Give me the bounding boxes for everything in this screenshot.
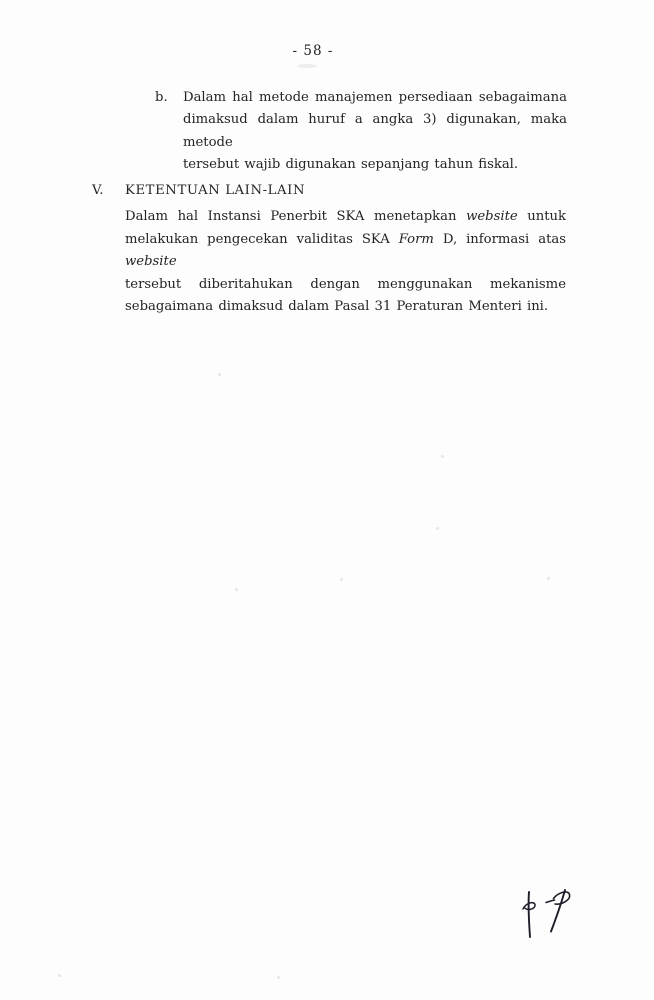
section-v-heading: KETENTUAN LAIN-LAIN [125,183,306,198]
scan-smudge [297,64,317,68]
text-line: sebagaimana dimaksud dalam Pasal 31 Peraturan Menteri ini. [125,299,549,315]
scan-speck [340,578,343,581]
section-v-paragraph [125,206,566,318]
text-line: Dalam hal Instansi Penerbit SKA menetapkan website untuk [125,209,567,225]
text-line: melakukan pengecekan validitas SKA Form D, informasi atas website [125,231,566,270]
scan-speck [436,527,439,530]
scan-speck [441,455,444,458]
scan-speck [218,373,221,376]
text-line: Dalam hal metode manajemen persediaan sebagaimana [183,90,567,105]
text-line: tersebut wajib digunakan sepanjang tahun fiskal. [183,157,519,173]
section-v-body [125,180,566,318]
list-item-b [155,87,567,177]
text-line: tersebut diberitahukan dengan menggunakan mekanisme [125,276,566,292]
list-item-b-text [183,87,567,177]
list-item-b-marker: b. [155,90,168,105]
initial-stroke-left [523,892,535,937]
text-line: dimaksud dalam huruf a angka 3) digunakan, maka metode [183,112,567,150]
scan-speck [58,974,61,977]
scan-speck [235,588,238,591]
section-v-marker: V. [92,183,104,198]
section-v [92,180,566,318]
page-number: - 58 - [292,43,334,59]
initial-p-right [546,890,570,932]
scan-speck [547,577,550,580]
scan-speck [277,976,280,979]
handwritten-initials [513,884,585,946]
